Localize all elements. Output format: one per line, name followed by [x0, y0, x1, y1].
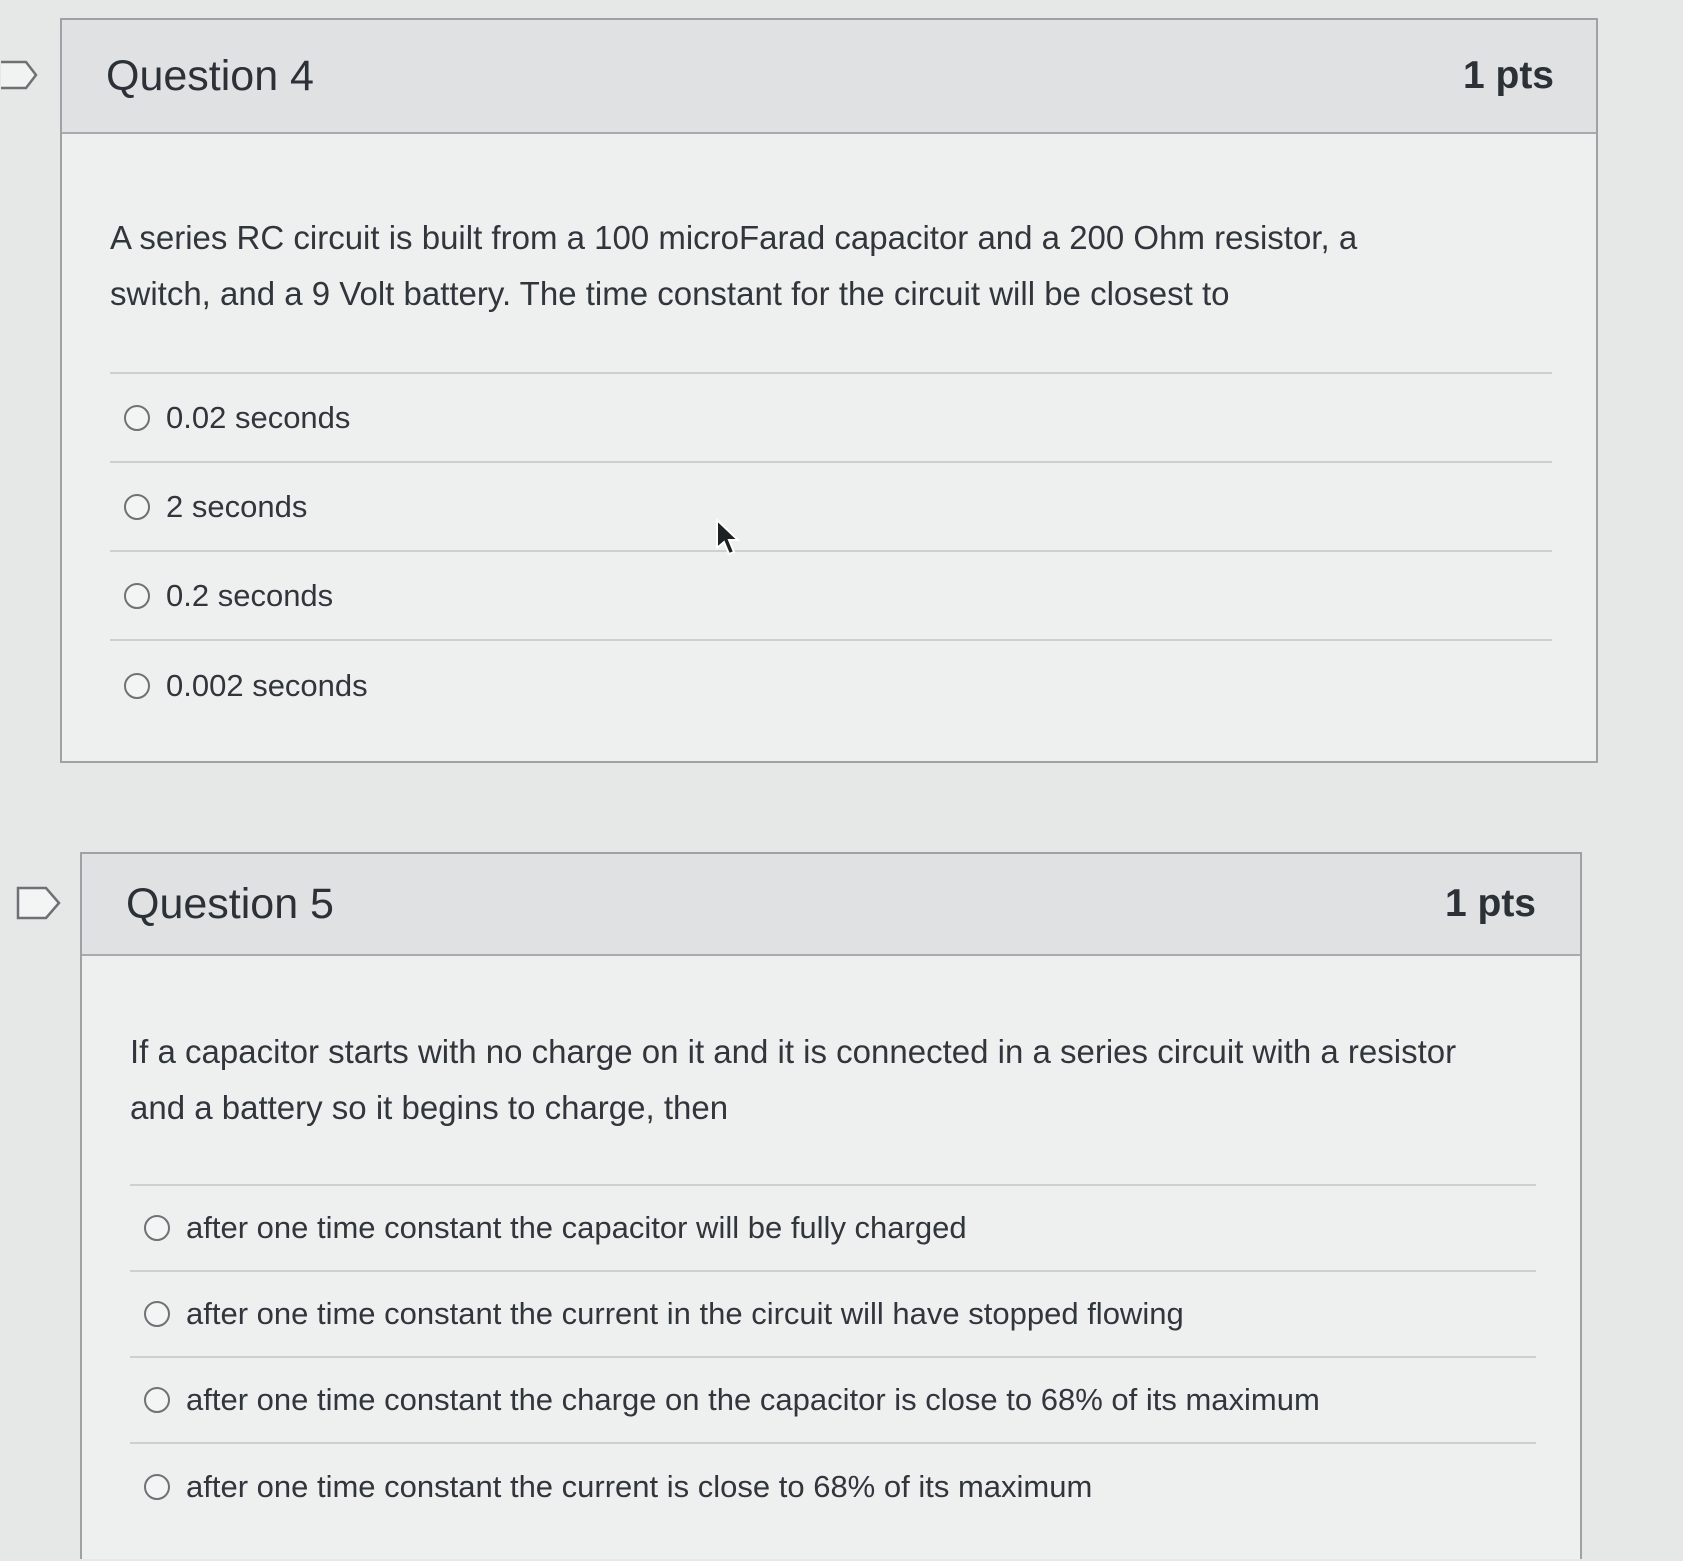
radio-button[interactable]	[144, 1387, 170, 1413]
question-4-points: 1 pts	[1462, 54, 1554, 97]
answer-label: after one time constant the current is close to 68% of its maximum	[186, 1469, 1093, 1504]
mouse-pointer-icon	[715, 518, 741, 558]
question-5-title: Question 5	[126, 879, 334, 928]
question-5-text: If a capacitor starts with no charge on it and it is connected in a series circuit with a resistor and a battery so it begins to charge, then	[130, 1033, 1457, 1126]
question-5-header	[82, 854, 1580, 956]
answer-option[interactable]	[110, 463, 1552, 552]
answer-label: 2 seconds	[166, 488, 308, 524]
answer-option[interactable]	[130, 1444, 1536, 1530]
answer-label: after one time constant the capacitor will be fully charged	[186, 1210, 967, 1245]
radio-button[interactable]	[124, 494, 150, 520]
answer-label: 0.2 seconds	[166, 577, 334, 613]
radio-button[interactable]	[124, 405, 150, 431]
question-5-points: 1 pts	[1444, 882, 1536, 925]
answer-option[interactable]	[110, 374, 1552, 463]
answer-option[interactable]	[110, 552, 1552, 641]
flag-question-4-icon[interactable]	[0, 60, 38, 90]
question-4-answers	[110, 372, 1552, 730]
question-5-answers	[130, 1184, 1536, 1530]
question-4-text: A series RC circuit is built from a 100 microFarad capacitor and a 200 Ohm resistor, a switch, and a 9 Volt battery. The time constant for the circuit will be closest to	[110, 219, 1358, 312]
radio-button[interactable]	[144, 1301, 170, 1327]
answer-option[interactable]	[110, 641, 1552, 730]
flag-question-5-icon[interactable]	[16, 886, 54, 916]
question-4-header	[62, 20, 1596, 134]
answer-label: 0.002 seconds	[166, 667, 368, 703]
question-4-card	[60, 18, 1598, 763]
radio-button[interactable]	[144, 1474, 170, 1500]
question-5-card	[80, 852, 1582, 1559]
answer-label: after one time constant the charge on the capacitor is close to 68% of its maximum	[186, 1382, 1320, 1417]
answer-option[interactable]	[130, 1358, 1536, 1444]
question-4-title: Question 4	[106, 51, 314, 100]
radio-button[interactable]	[124, 673, 150, 699]
radio-button[interactable]	[144, 1215, 170, 1241]
radio-button[interactable]	[124, 583, 150, 609]
answer-label: after one time constant the current in the circuit will have stopped flowing	[186, 1296, 1184, 1331]
answer-option[interactable]	[130, 1186, 1536, 1272]
answer-label: 0.02 seconds	[166, 399, 351, 435]
answer-option[interactable]	[130, 1272, 1536, 1358]
